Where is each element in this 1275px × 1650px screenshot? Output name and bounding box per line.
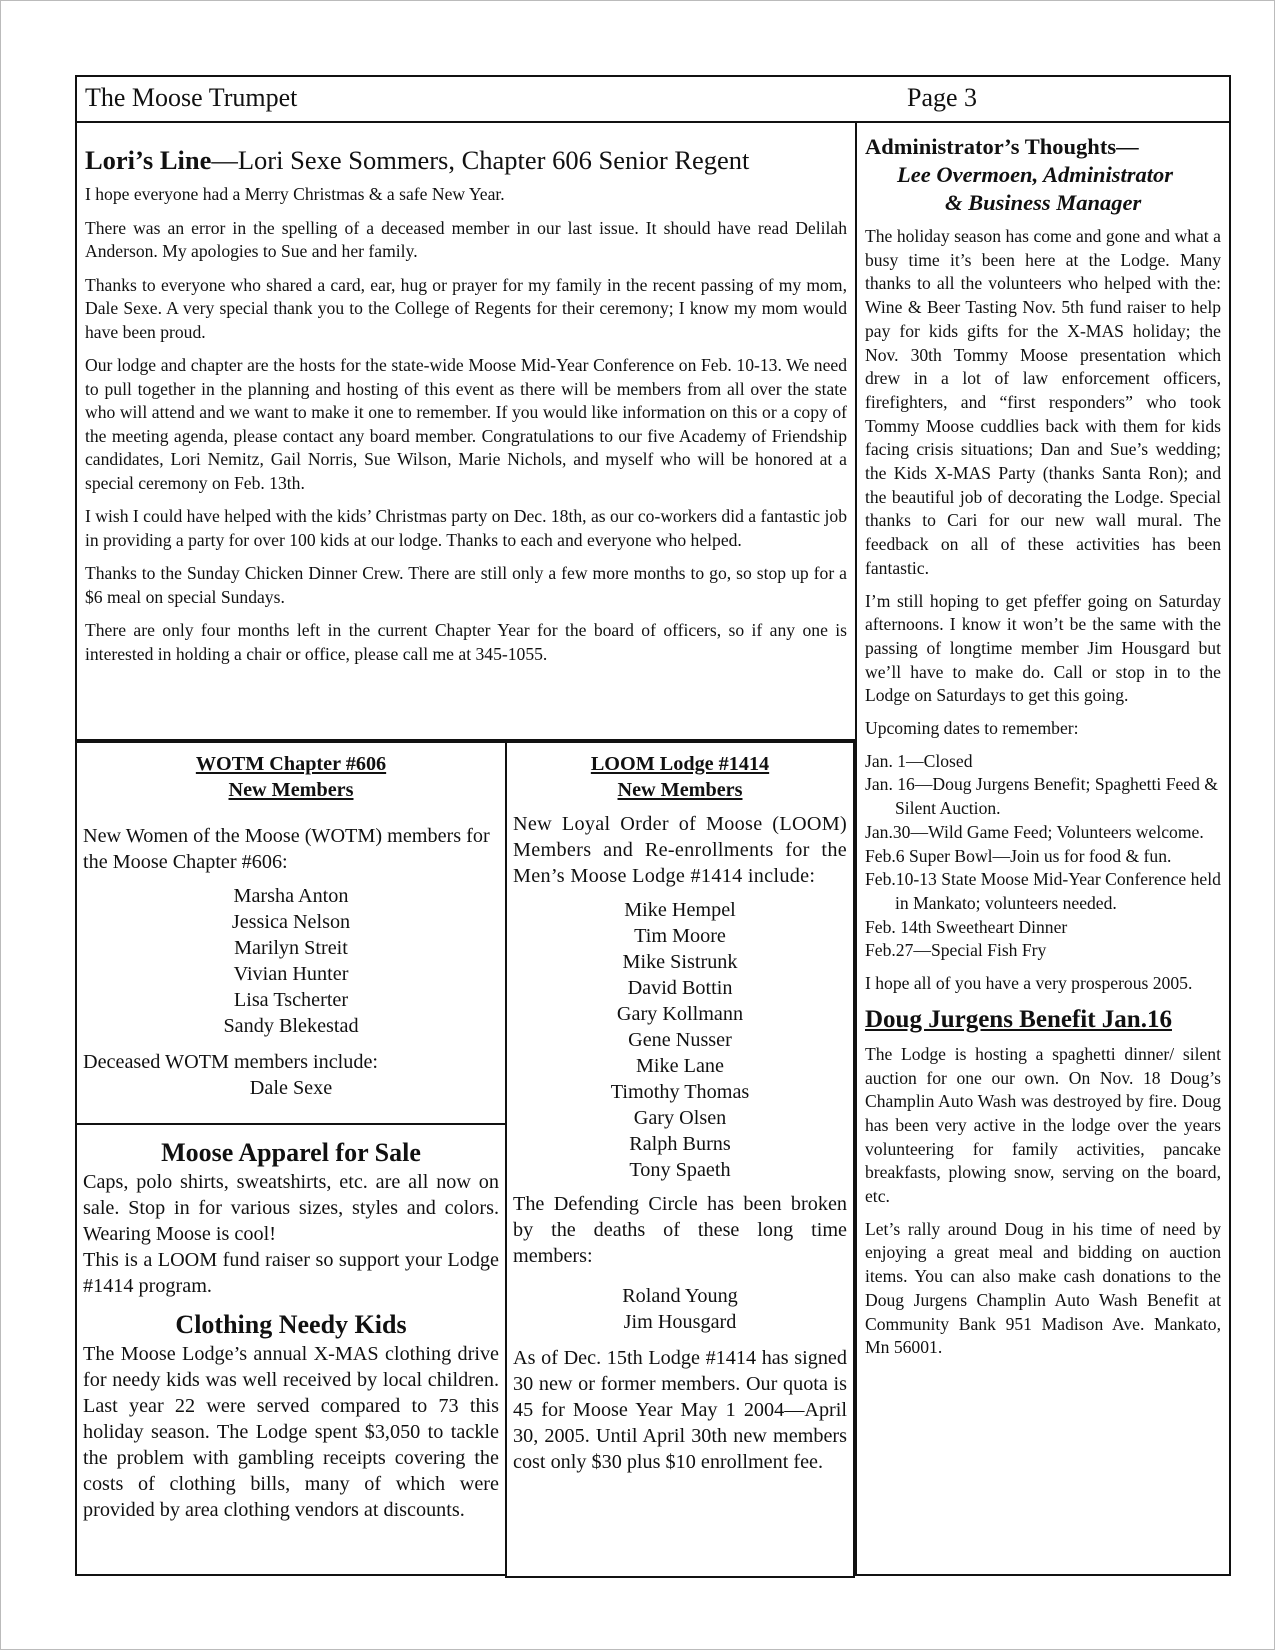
deceased-name: Jim Housgard xyxy=(623,1311,737,1333)
loom-circle-text: The Defending Circle has been broken by the deaths of these long time members: xyxy=(513,1193,847,1267)
member-name: Jessica Nelson xyxy=(231,911,351,933)
loris-line-paragraph: Our lodge and chapter are the hosts for the state-wide Moose Mid-Year Conference on Feb. 10-13. We need to pull together in the planning and hosting of this event as there will be members from all over the state who will attend and we want to make it one to remember. If you would like information on this or a copy of the meeting agenda, please contact any board member. Congratulations to our five Academy of Friendship candidates, Lori Nemitz, Gail Norris, Sue Wilson, Marie Nichols, and myself who will be honored at a special ceremony on Feb. 13th. xyxy=(85,355,847,493)
member-name: Marsha Anton xyxy=(233,885,349,907)
wotm-member-list xyxy=(83,883,499,1039)
member-name: Mike Sistrunk xyxy=(622,951,738,973)
admin-heading-title: Administrator’s Thoughts— xyxy=(865,134,1139,159)
loom-deceased-list xyxy=(513,1283,847,1335)
loris-line-paragraph: There was an error in the spelling of a deceased member in our last issue. It should have read Delilah Anderson. My apologies to Sue and her family. xyxy=(85,217,847,261)
member-name: Vivian Hunter xyxy=(233,963,349,985)
admin-heading-author: Lee Overmoen, Administrator xyxy=(897,162,1174,187)
wotm-title: WOTM Chapter #606 xyxy=(195,753,387,775)
upcoming-dates-list xyxy=(865,750,1221,963)
member-name: Gene Nusser xyxy=(628,1029,732,1051)
date-item: Feb.10-13 State Moose Mid-Year Conference held in Mankato; volunteers needed. xyxy=(865,869,1221,913)
member-name: Lisa Tscherter xyxy=(233,989,349,1011)
loris-line-paragraph: I hope everyone had a Merry Christmas & a safe New Year. xyxy=(85,184,505,204)
loris-line-byline: —Lori Sexe Sommers, Chapter 606 Senior Regent xyxy=(211,145,750,175)
loom-title: LOOM Lodge #1414 xyxy=(590,753,770,775)
loris-line-title: Lori’s Line xyxy=(85,145,212,175)
loris-line-paragraph: Thanks to the Sunday Chicken Dinner Crew. There are still only a few more months to go, so stop up for a $6 meal on special Sundays. xyxy=(85,563,847,607)
date-item: Jan.30—Wild Game Feed; Volunteers welcome. xyxy=(865,821,1204,842)
admin-paragraph: I’m still hoping to get pfeffer going on Saturday afternoons. I know it won’t be the same with the passing of longtime member Jim Housgard but we’ll have to make do. Call or stop in to the Lodge on Saturdays to get this going. xyxy=(865,590,1221,706)
wotm-deceased-list xyxy=(83,1075,499,1101)
wotm-intro: New Women of the Moose (WOTM) members for the Moose Chapter #606: xyxy=(83,825,490,873)
date-item: Jan. 16—Doug Jurgens Benefit; Spaghetti Feed & Silent Auction. xyxy=(865,774,1218,819)
loris-line-heading xyxy=(85,145,847,175)
admin-heading xyxy=(865,133,1221,217)
wotm-new-members-box xyxy=(75,741,507,1125)
loom-closing: As of Dec. 15th Lodge #1414 has signed 30 new or former members. Our quota is 45 for Moose Year May 1 2004—April 30, 2005. Until April 30th new members cost only $30 plus $10 enrollment fee. xyxy=(513,1347,847,1473)
benefit-paragraph: Let’s rally around Doug in his time of need by enjoying a great meal and bidding on auction items. You can also make cash donations to the Doug Jurgens Champlin Auto Wash Benefit at Community Bank 951 Madison Ave. Mankato, Mn 56001. xyxy=(865,1218,1221,1358)
loom-new-members-box xyxy=(505,741,855,1578)
dates-intro: Upcoming dates to remember: xyxy=(865,718,1079,739)
date-item: Feb. 14th Sweetheart Dinner xyxy=(865,916,1068,937)
member-name: Timothy Thomas xyxy=(610,1081,750,1103)
loris-line-paragraph: I wish I could have helped with the kids’ Christmas party on Dec. 18th, as our co-workers did a fantastic job in providing a party for over 100 kids at our lodge. Thanks to each and everyone who helped. xyxy=(85,506,847,550)
wotm-deceased-intro: Deceased WOTM members include: xyxy=(83,1051,379,1073)
apparel-paragraph: This is a LOOM fund raiser so support your Lodge #1414 program. xyxy=(83,1249,499,1297)
date-item: Feb.27—Special Fish Fry xyxy=(865,940,1047,961)
member-name: Ralph Burns xyxy=(629,1133,731,1155)
newsletter-title: The Moose Trumpet xyxy=(85,83,298,112)
page-number: Page 3 xyxy=(907,83,978,112)
loom-subtitle: New Members xyxy=(617,779,743,801)
administrators-thoughts-column xyxy=(855,121,1231,1576)
loom-member-list xyxy=(513,897,847,1183)
admin-paragraph: The holiday season has come and gone and what a busy time it’s been here at the Lodge. Many thanks to all the volunteers who helped with the: Wine & Beer Tasting Nov. 5th fund raiser to help pay for kids gifts for the X-MAS holiday; the Nov. 30th Tommy Moose presentation which drew in a lot of law enforcement officers, firefighters, and “first responders” who took Tommy Moose cuddlies back with them for kids facing crisis situations; Dan and Sue’s wedding; the Kids X-MAS Party (thanks Santa Ron); and the beautiful job of decorating the Lodge. Special thanks to Cari for our new wall mural. The feedback on all of these activities has been fantastic. xyxy=(865,226,1221,578)
apparel-heading: Moose Apparel for Sale xyxy=(161,1138,421,1167)
member-name: Mike Lane xyxy=(635,1055,724,1077)
clothing-paragraph: The Moose Lodge’s annual X-MAS clothing drive for needy kids was well received by local children. Last year 22 were served compared to 73 this holiday season. The Lodge spent $3,050 to tackle the problem with gambling receipts covering the costs of clothing bills, many of which were provided by area clothing vendors at discounts. xyxy=(83,1343,499,1521)
wotm-subtitle: New Members xyxy=(228,779,354,801)
member-name: Tim Moore xyxy=(634,925,726,947)
member-name: Marilyn Streit xyxy=(234,937,348,959)
moose-apparel-box xyxy=(75,1123,507,1576)
apparel-paragraph: Caps, polo shirts, sweatshirts, etc. are all now on sale. Stop in for various sizes, styles and colors. Wearing Moose is cool! xyxy=(83,1171,499,1245)
member-name: Tony Spaeth xyxy=(629,1159,731,1181)
deceased-name: Roland Young xyxy=(622,1285,738,1307)
loris-line-paragraph: There are only four months left in the current Chapter Year for the board of officers, so if any one is interested in holding a chair or office, please call me at 345-1055. xyxy=(85,620,847,664)
newsletter-header xyxy=(75,75,1231,123)
admin-heading-role: & Business Manager xyxy=(945,190,1142,215)
loom-intro: New Loyal Order of Moose (LOOM) Members and Re-enrollments for the Men’s Moose Lodge #1414 include: xyxy=(513,813,847,887)
member-name: Gary Kollmann xyxy=(616,1003,744,1025)
clothing-heading: Clothing Needy Kids xyxy=(175,1310,407,1339)
member-name: Sandy Blekestad xyxy=(223,1015,359,1037)
member-name: Mike Hempel xyxy=(624,899,736,921)
date-item: Feb.6 Super Bowl—Join us for food & fun. xyxy=(865,845,1172,866)
member-name: Gary Olsen xyxy=(633,1107,727,1129)
benefit-paragraph: The Lodge is hosting a spaghetti dinner/ silent auction for one our own. On Nov. 18 Doug’s Champlin Auto Wash was destroyed by fire. Doug has been very active in the lodge over the years volunteering for family activities, pancake breakfasts, plowing snow, serving on the board, etc. xyxy=(865,1043,1221,1207)
benefit-heading: Doug Jurgens Benefit Jan.16 xyxy=(865,1005,1172,1033)
member-name: David Bottin xyxy=(627,977,733,999)
deceased-name: Dale Sexe xyxy=(249,1077,333,1099)
date-item: Jan. 1—Closed xyxy=(865,750,973,771)
admin-closing: I hope all of you have a very prosperous 2005. xyxy=(865,973,1193,994)
loris-line-article xyxy=(75,121,857,741)
loris-line-paragraph: Thanks to everyone who shared a card, ear, hug or prayer for my family in the recent passing of my mom, Dale Sexe. A very special thank you to the College of Regents for their ceremony; I know my mom would have been proud. xyxy=(85,274,847,342)
